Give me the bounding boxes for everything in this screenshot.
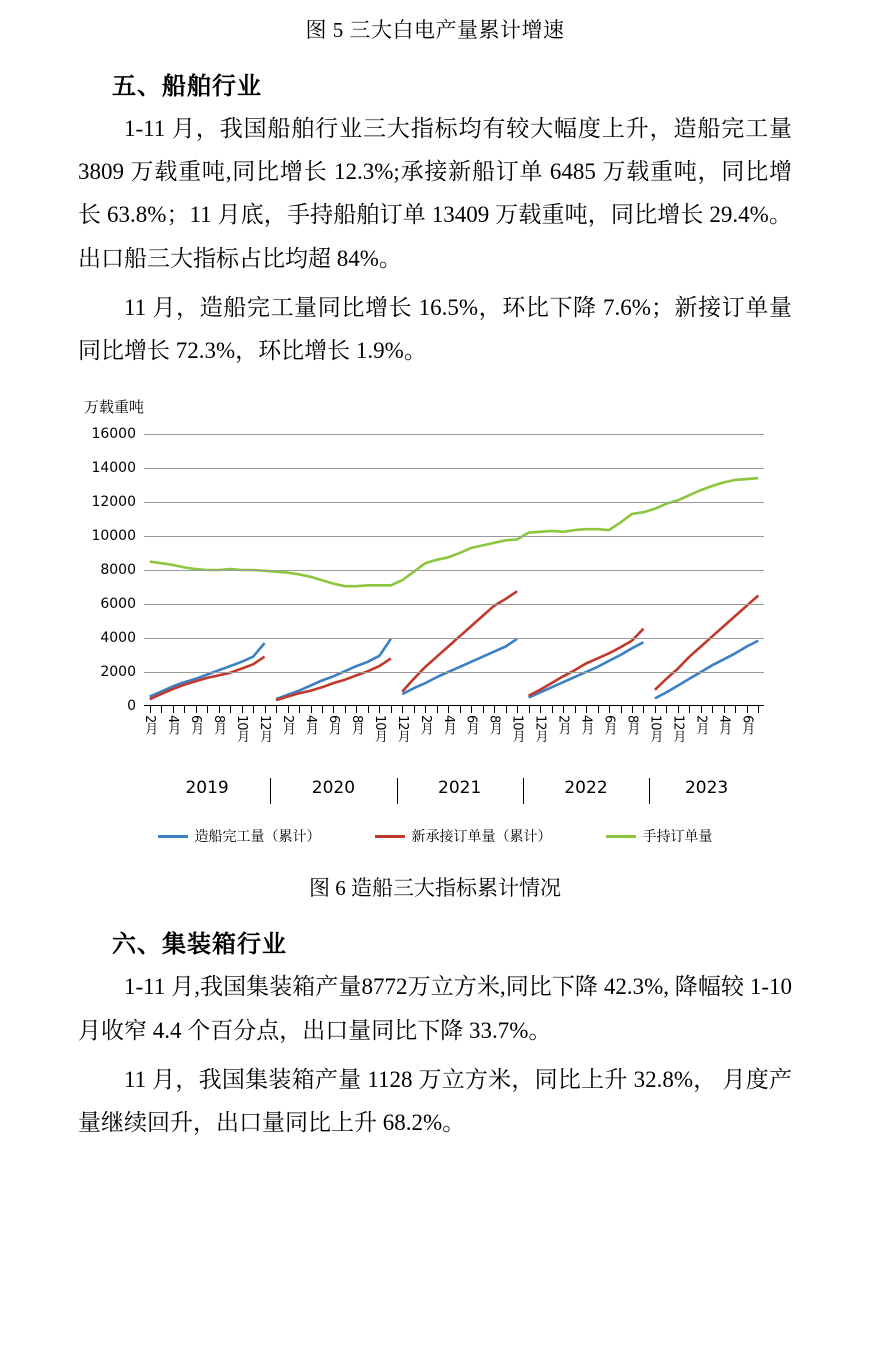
chart-plot-area: [144, 434, 764, 706]
x-tick: [586, 706, 587, 713]
gridline: [144, 502, 764, 503]
x-tick-label: 8月: [486, 715, 502, 735]
x-tick: [758, 706, 759, 713]
gridline: [144, 570, 764, 571]
chart-unit-label: 万载重吨: [84, 398, 145, 417]
x-tick-label: 4月: [165, 715, 181, 735]
x-tick-label: 4月: [716, 715, 732, 735]
x-tick: [747, 706, 748, 713]
y-tick-label: 10000: [91, 528, 136, 545]
x-tick: [621, 706, 622, 713]
x-tick: [437, 706, 438, 713]
year-label: 2020: [311, 778, 356, 799]
x-tick: [219, 706, 220, 713]
x-tick: [196, 706, 197, 713]
year-label: 2021: [438, 778, 482, 799]
x-tick: [402, 706, 403, 713]
x-tick: [506, 706, 507, 713]
y-tick-label: 12000: [91, 494, 136, 511]
x-tick: [333, 706, 334, 713]
paragraph-containers-1: 1-11 月,我国集装箱产量8772万立方米,同比下降 42.3%, 降幅较 1-10 月收窄 4.4 个百分点，出口量同比下降 33.7%。: [78, 974, 792, 1043]
x-tick-label: 8月: [211, 715, 227, 735]
x-tick-label: 2月: [693, 715, 709, 735]
x-tick: [253, 706, 254, 713]
gridline: [144, 638, 764, 639]
year-label: 2022: [564, 778, 608, 799]
x-tick: [483, 706, 484, 713]
legend-label: 造船完工量（累计）: [194, 829, 321, 846]
x-tick: [598, 706, 599, 713]
year-label: 2023: [684, 778, 729, 799]
x-tick: [678, 706, 679, 713]
gridline: [144, 468, 764, 469]
x-tick: [311, 706, 312, 713]
x-tick: [379, 706, 380, 713]
x-tick-label: 6月: [463, 715, 479, 735]
x-tick: [184, 706, 185, 713]
x-tick-label: 2月: [280, 715, 295, 735]
x-tick: [150, 706, 151, 713]
x-tick-label: 4月: [440, 715, 456, 735]
x-tick: [701, 706, 702, 713]
section-heading-ships: 五、船舶行业: [112, 72, 262, 100]
x-tick: [345, 706, 346, 713]
x-tick: [712, 706, 713, 713]
legend-item: [158, 826, 321, 846]
chart-x-axis: [144, 706, 764, 768]
x-tick-label: 4月: [578, 715, 594, 735]
x-tick-label: 8月: [624, 715, 640, 735]
x-tick-label: 10月: [509, 715, 525, 742]
x-tick: [643, 706, 644, 713]
legend-swatch: [375, 835, 405, 838]
y-tick-label: 4000: [100, 630, 136, 647]
x-tick: [632, 706, 633, 713]
x-tick: [563, 706, 564, 713]
x-tick: [529, 706, 530, 713]
x-tick-label: 6月: [601, 715, 617, 735]
x-tick-label: 12月: [394, 715, 410, 742]
x-tick: [242, 706, 243, 713]
x-tick-label: 10月: [234, 715, 250, 742]
x-tick: [356, 706, 357, 713]
x-tick: [322, 706, 323, 713]
legend-label: 新承接订单量（累计）: [411, 829, 552, 846]
y-tick-label: 2000: [100, 664, 136, 681]
x-tick: [689, 706, 690, 713]
x-tick: [368, 706, 369, 713]
y-tick-label: 16000: [91, 426, 136, 443]
figure-5-caption: 图 5 三大白电产量累计增速: [305, 18, 565, 42]
chart-y-axis: [78, 426, 140, 715]
year-separator: [523, 778, 524, 804]
x-tick: [517, 706, 518, 713]
x-tick: [299, 706, 300, 713]
x-tick: [207, 706, 208, 713]
year-separator: [270, 778, 271, 804]
x-tick: [609, 706, 610, 713]
chart-year-labels: [144, 778, 764, 804]
x-tick-label: 4月: [303, 715, 318, 735]
x-tick: [276, 706, 277, 713]
paragraph-containers-2: 11 月，我国集装箱产量 1128 万立方米，同比上升 32.8%， 月度产量继续回升，出口量同比上升 68.2%。: [78, 1066, 792, 1136]
x-tick: [288, 706, 289, 713]
gridline: [144, 434, 764, 435]
figure-6-chart: [78, 396, 792, 856]
x-tick-label: 6月: [739, 715, 755, 735]
x-tick: [173, 706, 174, 713]
x-tick: [448, 706, 449, 713]
x-tick: [666, 706, 667, 713]
paragraph-ships-2: 11 月，造船完工量同比增长 16.5%，环比下降 7.6%；新接订单量同比增长 72.3%，环比增长 1.9%。: [78, 294, 792, 364]
x-tick: [735, 706, 736, 713]
x-tick-label: 8月: [348, 715, 364, 735]
x-tick-label: 10月: [647, 715, 663, 742]
x-tick: [425, 706, 426, 713]
x-tick: [540, 706, 541, 713]
y-tick-label: 6000: [100, 596, 136, 613]
x-tick: [161, 706, 162, 713]
y-tick-label: 14000: [91, 460, 136, 477]
y-tick-label: 0: [127, 698, 136, 715]
x-tick-label: 12月: [532, 715, 548, 742]
x-tick: [575, 706, 576, 713]
x-tick: [655, 706, 656, 713]
x-tick: [460, 706, 461, 713]
x-tick: [471, 706, 472, 713]
x-tick-label: 12月: [257, 715, 273, 742]
legend-item: [375, 826, 552, 846]
gridline: [144, 536, 764, 537]
gridline: [144, 604, 764, 605]
x-tick-label: 6月: [325, 715, 341, 735]
figure-6-caption: 图 6 造船三大指标累计情况: [309, 876, 561, 901]
x-tick: [391, 706, 392, 713]
year-separator: [649, 778, 650, 804]
section-heading-containers: 六、集装箱行业: [112, 930, 287, 959]
x-tick-label: 2月: [417, 715, 433, 735]
x-tick: [494, 706, 495, 713]
x-tick-label: 12月: [670, 715, 686, 742]
legend-label: 手持订单量: [642, 829, 713, 846]
gridline: [144, 672, 764, 673]
legend-swatch: [606, 835, 636, 838]
x-tick-label: 2月: [142, 715, 158, 735]
year-label: 2019: [185, 778, 229, 799]
x-tick: [230, 706, 231, 713]
x-tick: [724, 706, 725, 713]
y-tick-label: 8000: [100, 562, 136, 579]
x-tick-label: 10月: [371, 715, 387, 742]
year-separator: [397, 778, 398, 804]
legend-swatch: [158, 835, 188, 838]
paragraph-ships-1: 1-11 月，我国船舶行业三大指标均有较大幅度上升，造船完工量 3809 万载重吨,同比增长 12.3%;承接新船订单 6485 万载重吨，同比增长 63.8%；11 月底，手持船舶订单 13409 万载重吨，同比增长 29.4%。出口船三大指标占比均超 84%。: [78, 116, 792, 271]
chart-legend: [78, 826, 792, 846]
x-tick-label: 2月: [555, 715, 571, 735]
chart-plot-wrapper: [78, 426, 792, 846]
x-tick: [552, 706, 553, 713]
x-tick: [414, 706, 415, 713]
x-tick: [265, 706, 266, 713]
x-tick-label: 6月: [188, 715, 204, 735]
legend-item: [606, 826, 713, 846]
